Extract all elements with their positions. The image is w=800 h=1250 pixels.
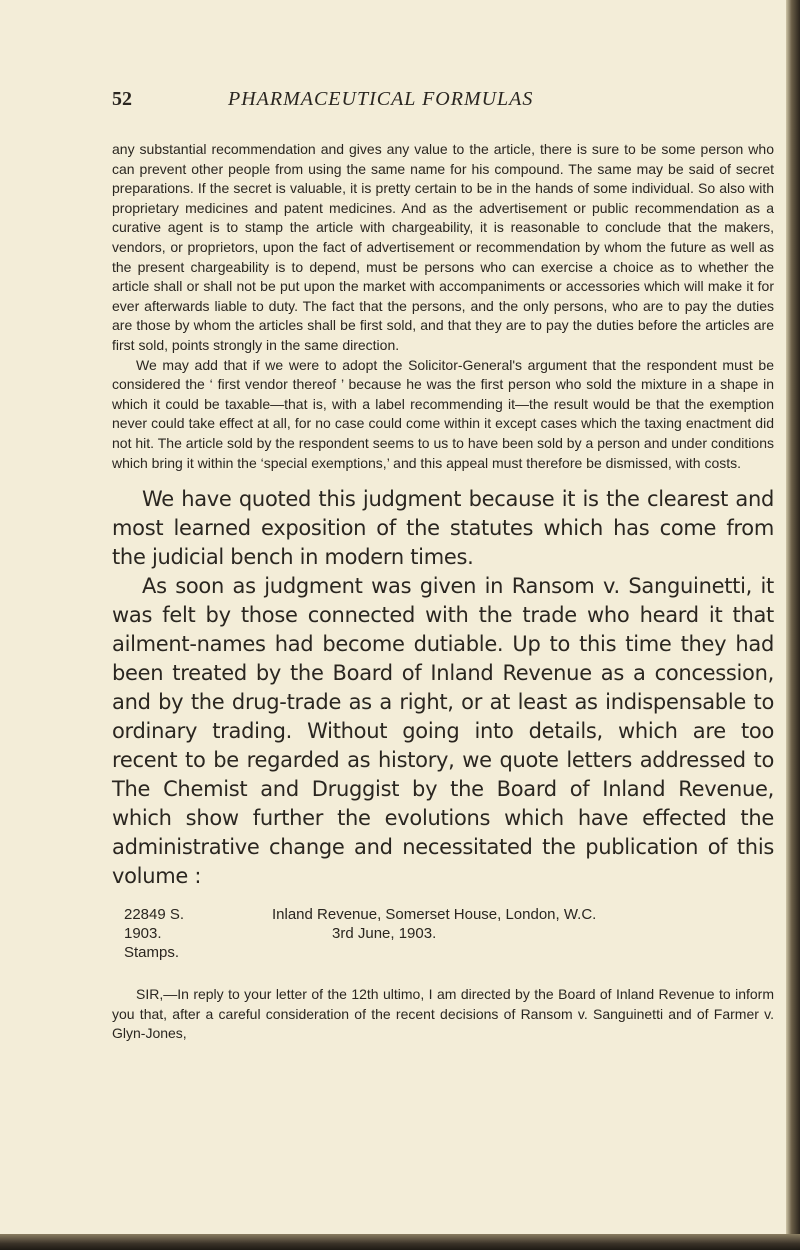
excerpt-paragraph-1: any substantial recommendation and gives any value to the article, there is sure to be some person who can prevent other people from using the same name for his compound. The same may be said of secret preparations. If the secret is valuable, it is pretty certain to be in the hands of some individual. So also with proprietary medicines and patent medicines. And as the advertisement or public recommendation as a curative agent is to stamp the article with chargeability, it is reasonable to conclude that the makers, vendors, or proprietors, upon the fact of advertisement or recommendation by whom the future as well as the present chargeability is to depend, must be persons who can exercise a choice as to whether the article shall or shall not be put upon the market with accompaniments or accessories which will make it for ever afterwards liable to duty. The fact that the persons, and the only persons, who are to pay the duties are those by whom the articles shall be first sold, and that they are to pay the duties before the articles are first sold, points strongly in the same direction. <box>112 141 774 353</box>
judgment-excerpt <box>112 140 774 473</box>
letter-date: 3rd June, 1903. <box>332 925 437 943</box>
letter-ref-year: 1903. <box>124 925 162 943</box>
excerpt-paragraph-2: We may add that if we were to adopt the Solicitor-General's argument that the respondent must be considered the ‘ first vendor thereof ’ because he was the first person who sold the mixture in a shape in which it could be taxable—that is, with a label recommending it—the result would be that the exemption never could take effect at all, for no case could come within it except cases which the taxing enactment did not hit. The article sold by the respondent seems to us to have been sold by a person and under conditions which bring it within the ‘special exemptions,’ and this appeal must therefore be dismissed, with costs. <box>112 356 774 471</box>
page-bottom-shadow <box>0 1234 800 1250</box>
letter-ref-number: 22849 S. <box>124 906 185 924</box>
commentary <box>112 485 774 891</box>
letter-address: Inland Revenue, Somerset House, London, W.C. <box>272 906 597 924</box>
page-edge-shadow <box>786 0 800 1250</box>
page-number: 52 <box>112 88 132 110</box>
page-content <box>112 140 774 1055</box>
letter-excerpt <box>112 905 774 1055</box>
page-header <box>112 88 772 118</box>
commentary-paragraph-1: We have quoted this judgment because it is the clearest and most learned exposition of the statutes which has come from the judicial bench in modern times. <box>112 487 774 570</box>
letter-address-block <box>272 905 596 943</box>
letter-reference <box>124 905 184 962</box>
running-title: PHARMACEUTICAL FORMULAS <box>228 88 534 110</box>
letter-ref-subject: Stamps. <box>124 944 180 962</box>
commentary-paragraph-2: As soon as judgment was given in Ransom v. Sanguinetti, it was felt by those connected with the trade who heard it that ailment-names had become dutiable. Up to this time they had been treated by the Board of Inland Revenue as a concession, and by the drug-trade as a right, or at least as indispensable to ordinary trading. Without going into details, which are too recent to be regarded as history, we quote letters addressed to The Chemist and Druggist by the Board of Inland Revenue, which show further the evolutions which have effected the administrative change and necessitated the publication of this volume : <box>112 574 774 889</box>
letter-body: SIR,—In reply to your letter of the 12th ultimo, I am directed by the Board of Inland Revenue to inform you that, after a careful consideration of the recent decisions of Ransom v. Sanguinetti and of Farmer v. Glyn-Jones, <box>112 986 774 1042</box>
